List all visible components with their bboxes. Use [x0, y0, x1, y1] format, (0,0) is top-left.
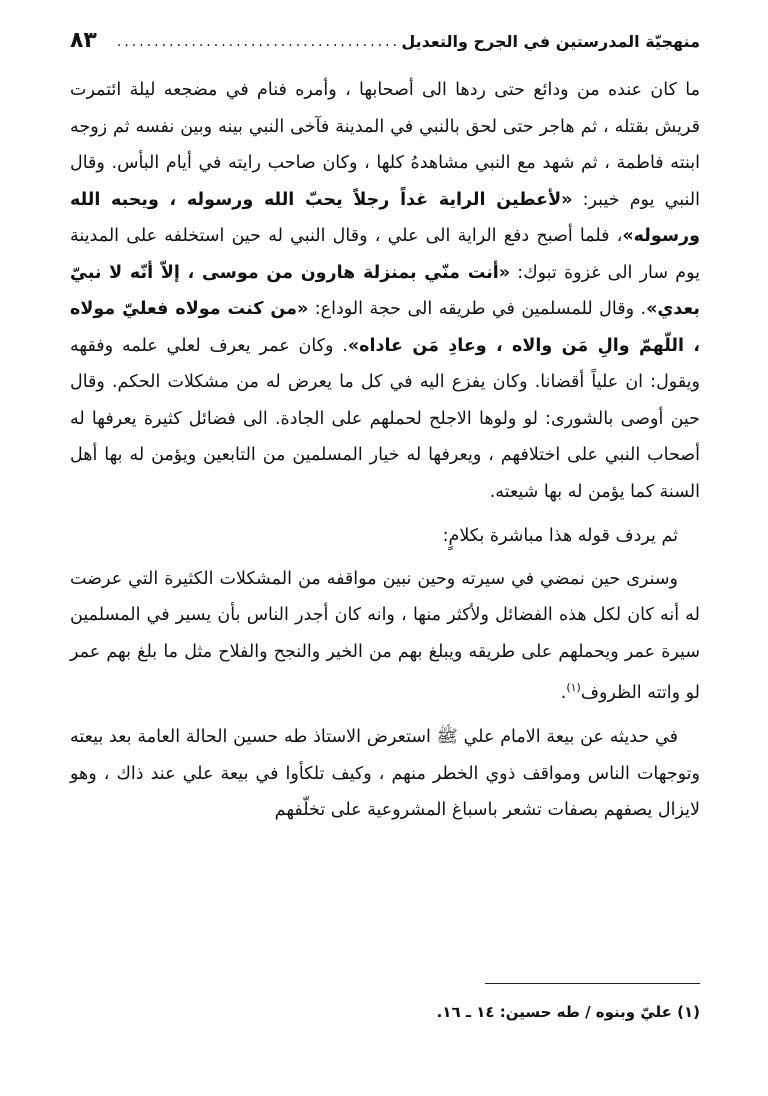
paragraph-1-text: ما كان عنده من ودائع حتى ردها الى أصحابها ، وأمره فنام في مضجعه ليلة ائتمرت قريش بقتله ، ثم هاجر حتى لحق بالنبي في المدينة فآخى النبي بينه وبين نفسه ثم زوجه ابنته فاطمة ، ثم شهد مع النبي مشاهدهُ كلها ، وكان صاحب رايته في أيام البأس. وقال النبي يوم خيبر:	[70, 80, 700, 210]
body-text	[70, 72, 700, 829]
page-number: ٨٣	[70, 28, 97, 53]
hadith-quote-1: «لأعطين الراية غداً رجلاً يحبّ الله ورسوله ، ويحبه الله ورسوله»	[70, 189, 700, 246]
header-dot-leader: ......................................	[116, 34, 400, 50]
footnote-separator	[485, 983, 700, 984]
paragraph-1-text-b: ، فلما أصبح دفع الراية الى علي ، وقال النبي له حين استخلفه على المدينة يوم سار الى غزوة تبوك:	[70, 226, 700, 283]
book-page	[70, 28, 700, 1078]
footnote: (١) عليّ وبنوه / طه حسين: ١٤ ـ ١٦.	[436, 1003, 700, 1021]
paragraph-1	[70, 72, 700, 510]
paragraph-2: ثم يردف قوله هذا مباشرة بكلامٍ:	[442, 526, 678, 546]
running-header-title: منهجيّة المدرستين في الجرح والتعديل	[401, 32, 700, 51]
hadith-quote-3: «من كنت مولاه فعليّ مولاه ، اللّهمّ والِ مَن والاه ، وعادِ مَن عاداه»	[70, 299, 700, 356]
paragraph-1-text-c: . وقال للمسلمين في طريقه الى حجة الوداع:	[308, 299, 647, 319]
running-header	[70, 28, 700, 62]
hadith-quote-2: «أنت منّي بمنزلة هارون من موسى ، إلاّ أنّه لا نبيّ بعدي»	[70, 262, 700, 319]
paragraph-3-end: .	[560, 682, 567, 703]
footnote-marker: (١)	[566, 681, 581, 694]
paragraph-1-text-d: . وكان عمر يعرف لعلي علمه وفقهه ويقول: ان علياً أقضانا. وكان يفزع اليه في كل ما يعرض له من مشكلات الحكم. وقال حين أوصى بالشورى: لو ولوها الاجلح لحملهم على الجادة. الى فضائل كثيرة يعرفها له أصحاب النبي على اختلافهم ، ويعرفها له خيار المسلمين من التابعين ويؤمن له بها أهل السنة كما يؤمن له بها شيعته.	[70, 335, 700, 502]
paragraph-4: في حديثه عن بيعة الامام علي ﷺ استعرض الاستاذ طه حسين الحالة العامة بعد بيعته وتوجهات الناس ومواقف ذوي الخطر منهم ، وكيف تلكأوا في بيعة علي عند ذاك ، وهو لايزال يصفهم بصفات تشعر باسباغ المشروعية على تخلّفهم	[70, 727, 700, 821]
paragraph-3	[70, 561, 700, 712]
paragraph-3-text: وسنرى حين نمضي في سيرته وحين نبين مواقفه من المشكلات الكثيرة التي عرضت له أنه كان لكل هذه الفضائل ولأكثر منها ، وانه كان أجدر الناس بأن يسير في المسلمين سيرة عمر ويحملهم على طريقه ويبلغ بهم من الخير والنجح والفلاح مثل ما بلغ بهم عمر لو واتته الظروف	[70, 568, 700, 703]
